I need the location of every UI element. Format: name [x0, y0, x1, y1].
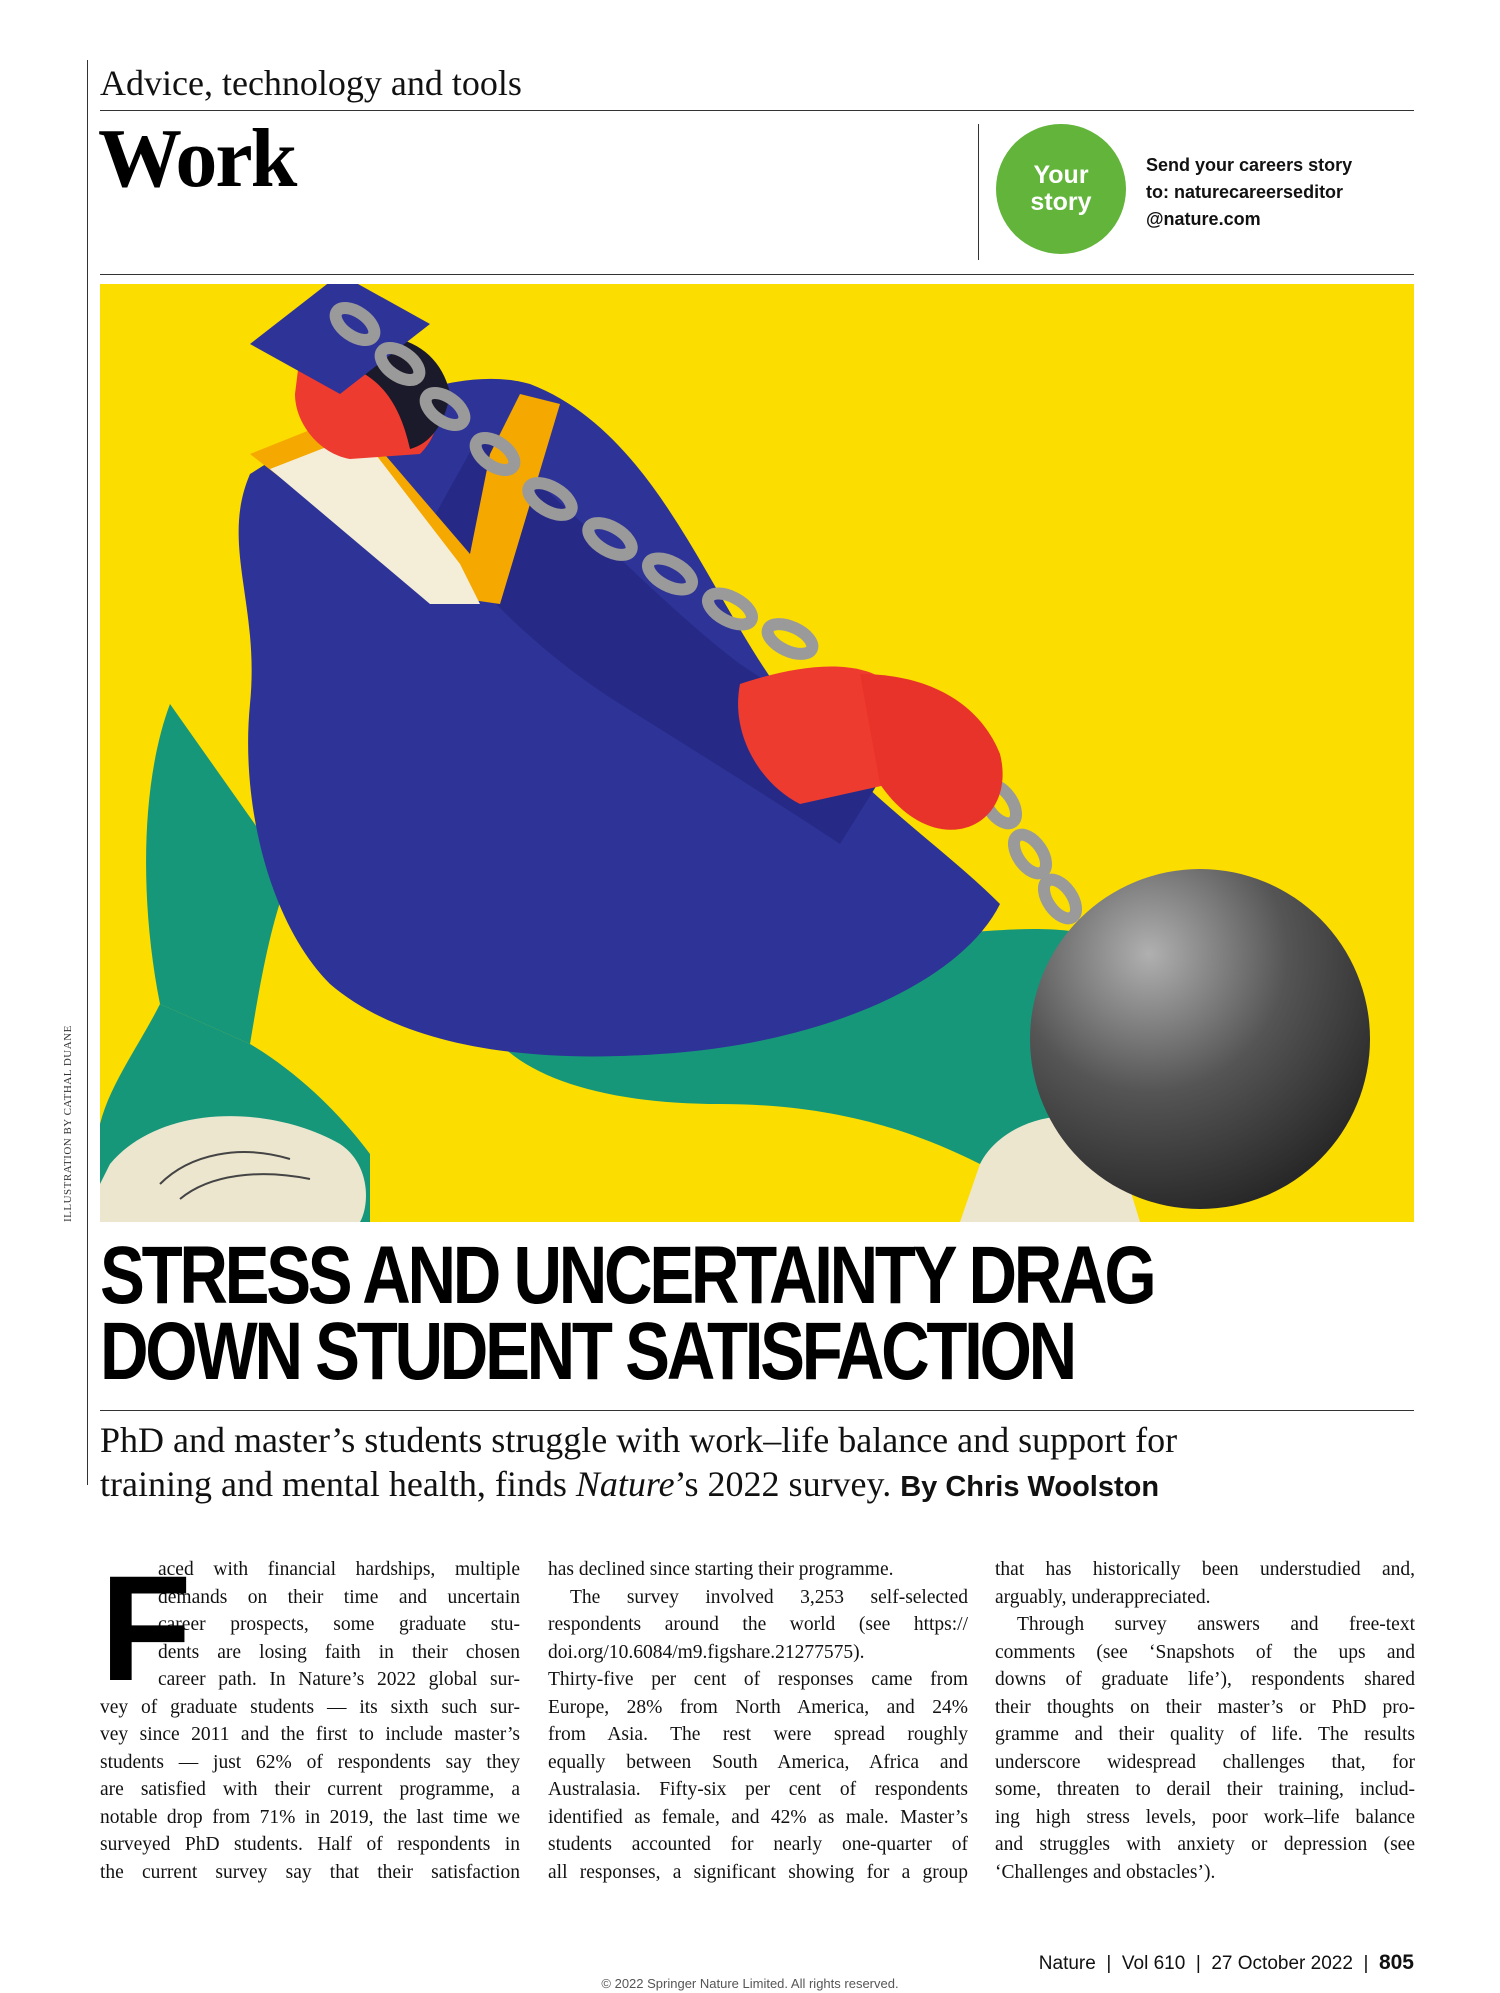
body-line: some, threaten to derail their training, includ-	[995, 1779, 1415, 1800]
body-line: the current survey say that their satisfaction	[100, 1861, 520, 1883]
page-number: 805	[1378, 1951, 1414, 1974]
page-footer	[1039, 1951, 1414, 1975]
badge-line-1: Your	[1033, 161, 1089, 189]
body-line: Through survey answers and free-text	[1017, 1614, 1415, 1635]
body-line: comments (see ‘Snapshots of the ups and	[995, 1641, 1415, 1663]
footer-separator: |	[1106, 1953, 1112, 1974]
header-rule	[100, 110, 1414, 111]
standfirst-line: PhD and master’s students struggle with work–life balance and support for	[100, 1420, 1178, 1460]
body-line: The survey involved 3,253 self-selected	[570, 1586, 968, 1608]
page-title: Work	[98, 112, 296, 205]
standfirst-text: training and mental health, finds	[100, 1464, 576, 1504]
left-margin-rule	[87, 60, 88, 1485]
header-bottom-rule	[100, 274, 1414, 275]
body-line: has declined since starting their programme.	[548, 1559, 894, 1580]
body-line: ing high stress levels, poor work–life balance	[995, 1806, 1415, 1828]
article-headline	[100, 1230, 1182, 1397]
footer-separator: |	[1363, 1953, 1369, 1974]
your-story-badge	[996, 124, 1126, 254]
footer-separator: |	[1195, 1953, 1201, 1974]
standfirst-italic: Nature	[575, 1464, 675, 1504]
standfirst-line	[100, 1462, 1420, 1509]
body-line: gramme and their quality of life. The results	[995, 1724, 1415, 1745]
body-line: and struggles with anxiety or depression (see	[995, 1834, 1415, 1855]
body-column-1	[100, 1544, 520, 1886]
body-line: identified as female, and 42% as male. Master’s	[548, 1806, 968, 1828]
headline-line: DOWN STUDENT SATISFACTION	[100, 1306, 1074, 1397]
note-line: @nature.com	[1146, 209, 1261, 229]
body-line: all responses, a significant showing for a group	[548, 1861, 968, 1883]
body-column-2	[548, 1556, 968, 1886]
body-line: aced with financial hardships, multiple	[158, 1559, 520, 1580]
note-line: to: naturecareerseditor	[1146, 182, 1344, 202]
body-line: vey since 2011 and the first to include master’s	[100, 1724, 520, 1745]
copyright-notice: © 2022 Springer Nature Limited. All rights reserved.	[601, 1976, 899, 1991]
hero-illustration	[100, 284, 1414, 1222]
headline-rule	[100, 1410, 1414, 1411]
body-line: students — just 62% of respondents say they	[100, 1751, 520, 1773]
body-line: Australasia. Fifty-six per cent of respondents	[548, 1779, 968, 1800]
body-line: students accounted for nearly one-quarter of	[548, 1834, 968, 1855]
body-line: notable drop from 71% in 2019, the last time we	[100, 1806, 520, 1828]
body-line: Europe, 28% from North America, and 24%	[548, 1696, 968, 1718]
body-line: ‘Challenges and obstacles’).	[995, 1861, 1216, 1883]
issue-date: 27 October 2022	[1211, 1953, 1353, 1974]
note-line: Send your careers story	[1146, 155, 1353, 175]
body-line: from Asia. The rest were spread roughly	[548, 1724, 968, 1745]
body-line: vey of graduate students — its sixth such sur-	[100, 1696, 520, 1718]
body-line: equally between South America, Africa and	[548, 1751, 968, 1773]
headline-line: STRESS AND UNCERTAINTY DRAG	[100, 1230, 1154, 1321]
body-line: surveyed PhD students. Half of respondents in	[100, 1834, 520, 1855]
byline: By Chris Woolston	[900, 1471, 1160, 1503]
body-line: doi.org/10.6084/m9.figshare.21277575).	[548, 1641, 865, 1663]
body-line: that has historically been understudied and,	[995, 1559, 1415, 1580]
body-line: career prospects, some graduate stu-	[158, 1614, 520, 1635]
submission-note	[1146, 152, 1396, 233]
section-label: Advice, technology and tools	[100, 63, 522, 103]
body-column-3	[995, 1556, 1415, 1886]
body-line: Thirty-five per cent of responses came from	[548, 1669, 968, 1690]
body-line: dents are losing faith in their chosen	[158, 1641, 520, 1663]
graduate-pulling-ball-and-chain-icon	[100, 284, 1414, 1222]
body-line: arguably, underappreciated.	[995, 1586, 1211, 1608]
body-line: underscore widespread challenges that, for	[995, 1751, 1415, 1773]
header-divider	[978, 124, 979, 260]
badge-line-2: story	[1030, 188, 1092, 216]
standfirst-text: ’s 2022 survey.	[674, 1464, 892, 1504]
body-line: demands on their time and uncertain	[158, 1586, 520, 1608]
body-line: their thoughts on their master’s or PhD pro-	[995, 1696, 1415, 1718]
body-line: are satisfied with their current programme, a	[100, 1779, 520, 1800]
body-line: career path. In Nature’s 2022 global sur-	[158, 1669, 520, 1690]
volume: Vol 610	[1121, 1953, 1186, 1974]
illustration-credit: ILLUSTRATION BY CATHAL DUANE	[62, 1025, 74, 1222]
body-line: respondents around the world (see https://	[548, 1614, 968, 1635]
drop-cap: F	[100, 1544, 192, 1712]
standfirst	[100, 1418, 1420, 1509]
body-line: downs of graduate life’), respondents shared	[995, 1669, 1415, 1690]
journal-name: Nature	[1038, 1953, 1096, 1974]
